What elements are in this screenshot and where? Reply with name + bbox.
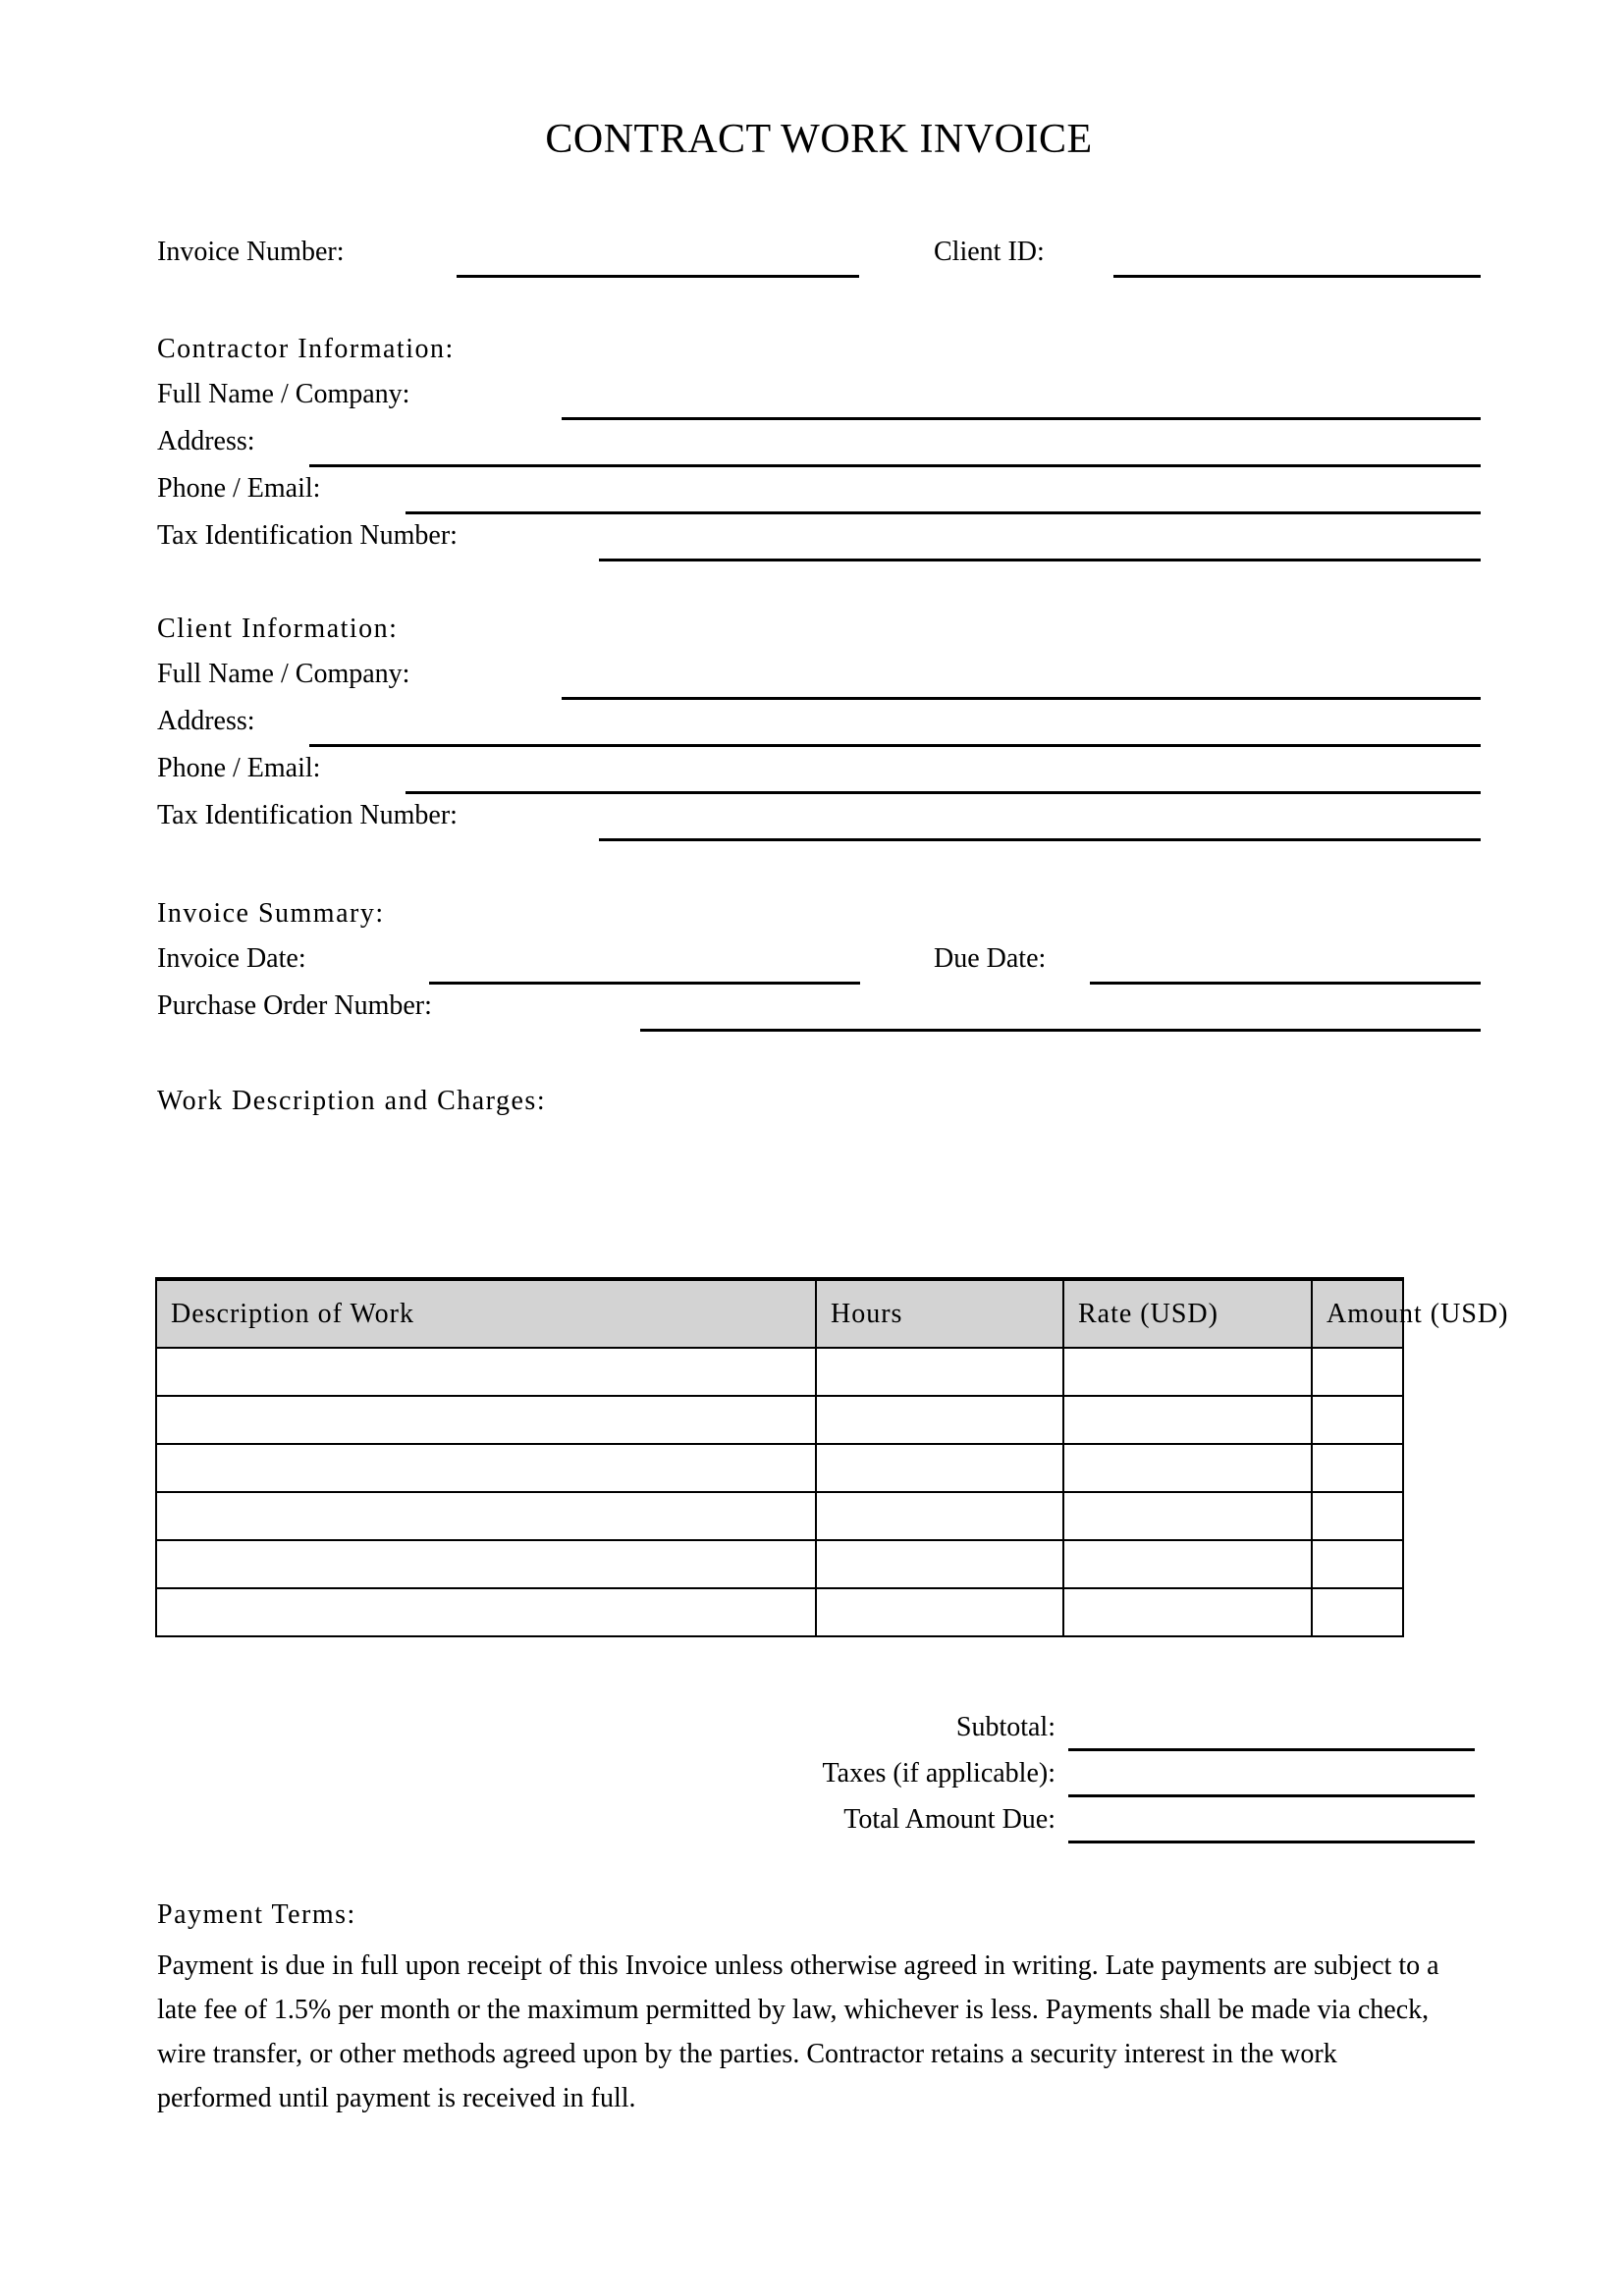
hours-cell[interactable] [816,1396,1063,1444]
rate-cell[interactable] [1063,1540,1312,1588]
rate-cell[interactable] [1063,1588,1312,1636]
rate-cell[interactable] [1063,1492,1312,1540]
total-due-label: Total Amount Due: [843,1804,1056,1835]
table-row [156,1348,1403,1396]
hours-cell[interactable] [816,1588,1063,1636]
rate-cell[interactable] [1063,1348,1312,1396]
invoice-date-label: Invoice Date: [157,943,306,974]
amount-cell[interactable] [1312,1444,1403,1492]
rate-cell[interactable] [1063,1444,1312,1492]
taxes-label: Taxes (if applicable): [822,1758,1056,1789]
contractor-tax-label: Tax Identification Number: [157,520,458,551]
client-tax-label: Tax Identification Number: [157,800,458,830]
totals-block [157,1705,1481,1843]
contractor-address-label: Address: [157,426,255,456]
description-cell[interactable] [156,1396,816,1444]
client-address-label: Address: [157,706,255,736]
rate-cell[interactable] [1063,1396,1312,1444]
taxes-row [157,1751,1481,1797]
description-cell[interactable] [156,1444,816,1492]
charges-table-header-row [156,1279,1403,1348]
hours-cell[interactable] [816,1444,1063,1492]
table-row [156,1588,1403,1636]
payment-terms-heading: Payment Terms: [157,1899,356,1930]
invoice-number-row [157,231,1481,278]
client-tax-row [157,794,1481,841]
page-title: CONTRACT WORK INVOICE [545,117,1093,162]
contractor-section-heading: Contractor Information: [157,334,455,364]
client-section-heading: Client Information: [157,614,399,644]
hours-cell[interactable] [816,1492,1063,1540]
purchase-order-line[interactable] [640,1029,1481,1032]
subtotal-label: Subtotal: [955,1712,1056,1742]
client-fullname-row [157,653,1481,700]
client-phone-label: Phone / Email: [157,753,321,783]
due-date-label: Due Date: [934,943,1047,974]
column-header-amount: Amount (USD) [1312,1279,1403,1348]
amount-cell[interactable] [1312,1396,1403,1444]
column-header-description: Description of Work [156,1279,816,1348]
subtotal-row [157,1705,1481,1751]
amount-cell[interactable] [1312,1492,1403,1540]
work-section-heading: Work Description and Charges: [157,1086,547,1116]
column-header-hours: Hours [816,1279,1063,1348]
invoice-date-row [157,937,1481,985]
contractor-fullname-row [157,373,1481,420]
client-tax-line[interactable] [599,838,1481,841]
table-row [156,1492,1403,1540]
total-due-row [157,1797,1481,1843]
description-cell[interactable] [156,1492,816,1540]
charges-table [155,1277,1509,1637]
amount-cell[interactable] [1312,1348,1403,1396]
amount-cell[interactable] [1312,1540,1403,1588]
invoice-number-line[interactable] [457,275,859,278]
summary-section-heading: Invoice Summary: [157,898,385,929]
hours-cell[interactable] [816,1540,1063,1588]
payment-terms-text: Payment is due in full upon receipt of this Invoice unless otherwise agreed in writing. Late payments are subject to a late fee of 1.5% per month or the maximum permitted by law, whichever is less. Payments shall be made via check, wire transfer, or other methods agreed upon by the parties. Contractor retains a security interest in the work performed until payment is received in full. [157,1950,1439,2113]
client-address-row [157,700,1481,747]
table-row [156,1540,1403,1588]
description-cell[interactable] [156,1588,816,1636]
client-id-line[interactable] [1113,275,1481,278]
contractor-address-row [157,420,1481,467]
contractor-tax-row [157,514,1481,561]
hours-cell[interactable] [816,1348,1063,1396]
description-cell[interactable] [156,1540,816,1588]
contractor-fullname-label: Full Name / Company: [157,379,410,409]
purchase-order-row [157,985,1481,1032]
purchase-order-label: Purchase Order Number: [157,990,432,1021]
amount-cell[interactable] [1312,1588,1403,1636]
contractor-phone-row [157,467,1481,514]
contractor-phone-label: Phone / Email: [157,473,321,504]
client-id-label: Client ID: [934,237,1045,267]
invoice-number-label: Invoice Number: [157,237,345,267]
description-cell[interactable] [156,1348,816,1396]
client-phone-row [157,747,1481,794]
column-header-rate: Rate (USD) [1063,1279,1312,1348]
total-due-line[interactable] [1068,1841,1475,1843]
client-fullname-label: Full Name / Company: [157,659,410,689]
table-row [156,1444,1403,1492]
table-row [156,1396,1403,1444]
contractor-tax-line[interactable] [599,559,1481,561]
